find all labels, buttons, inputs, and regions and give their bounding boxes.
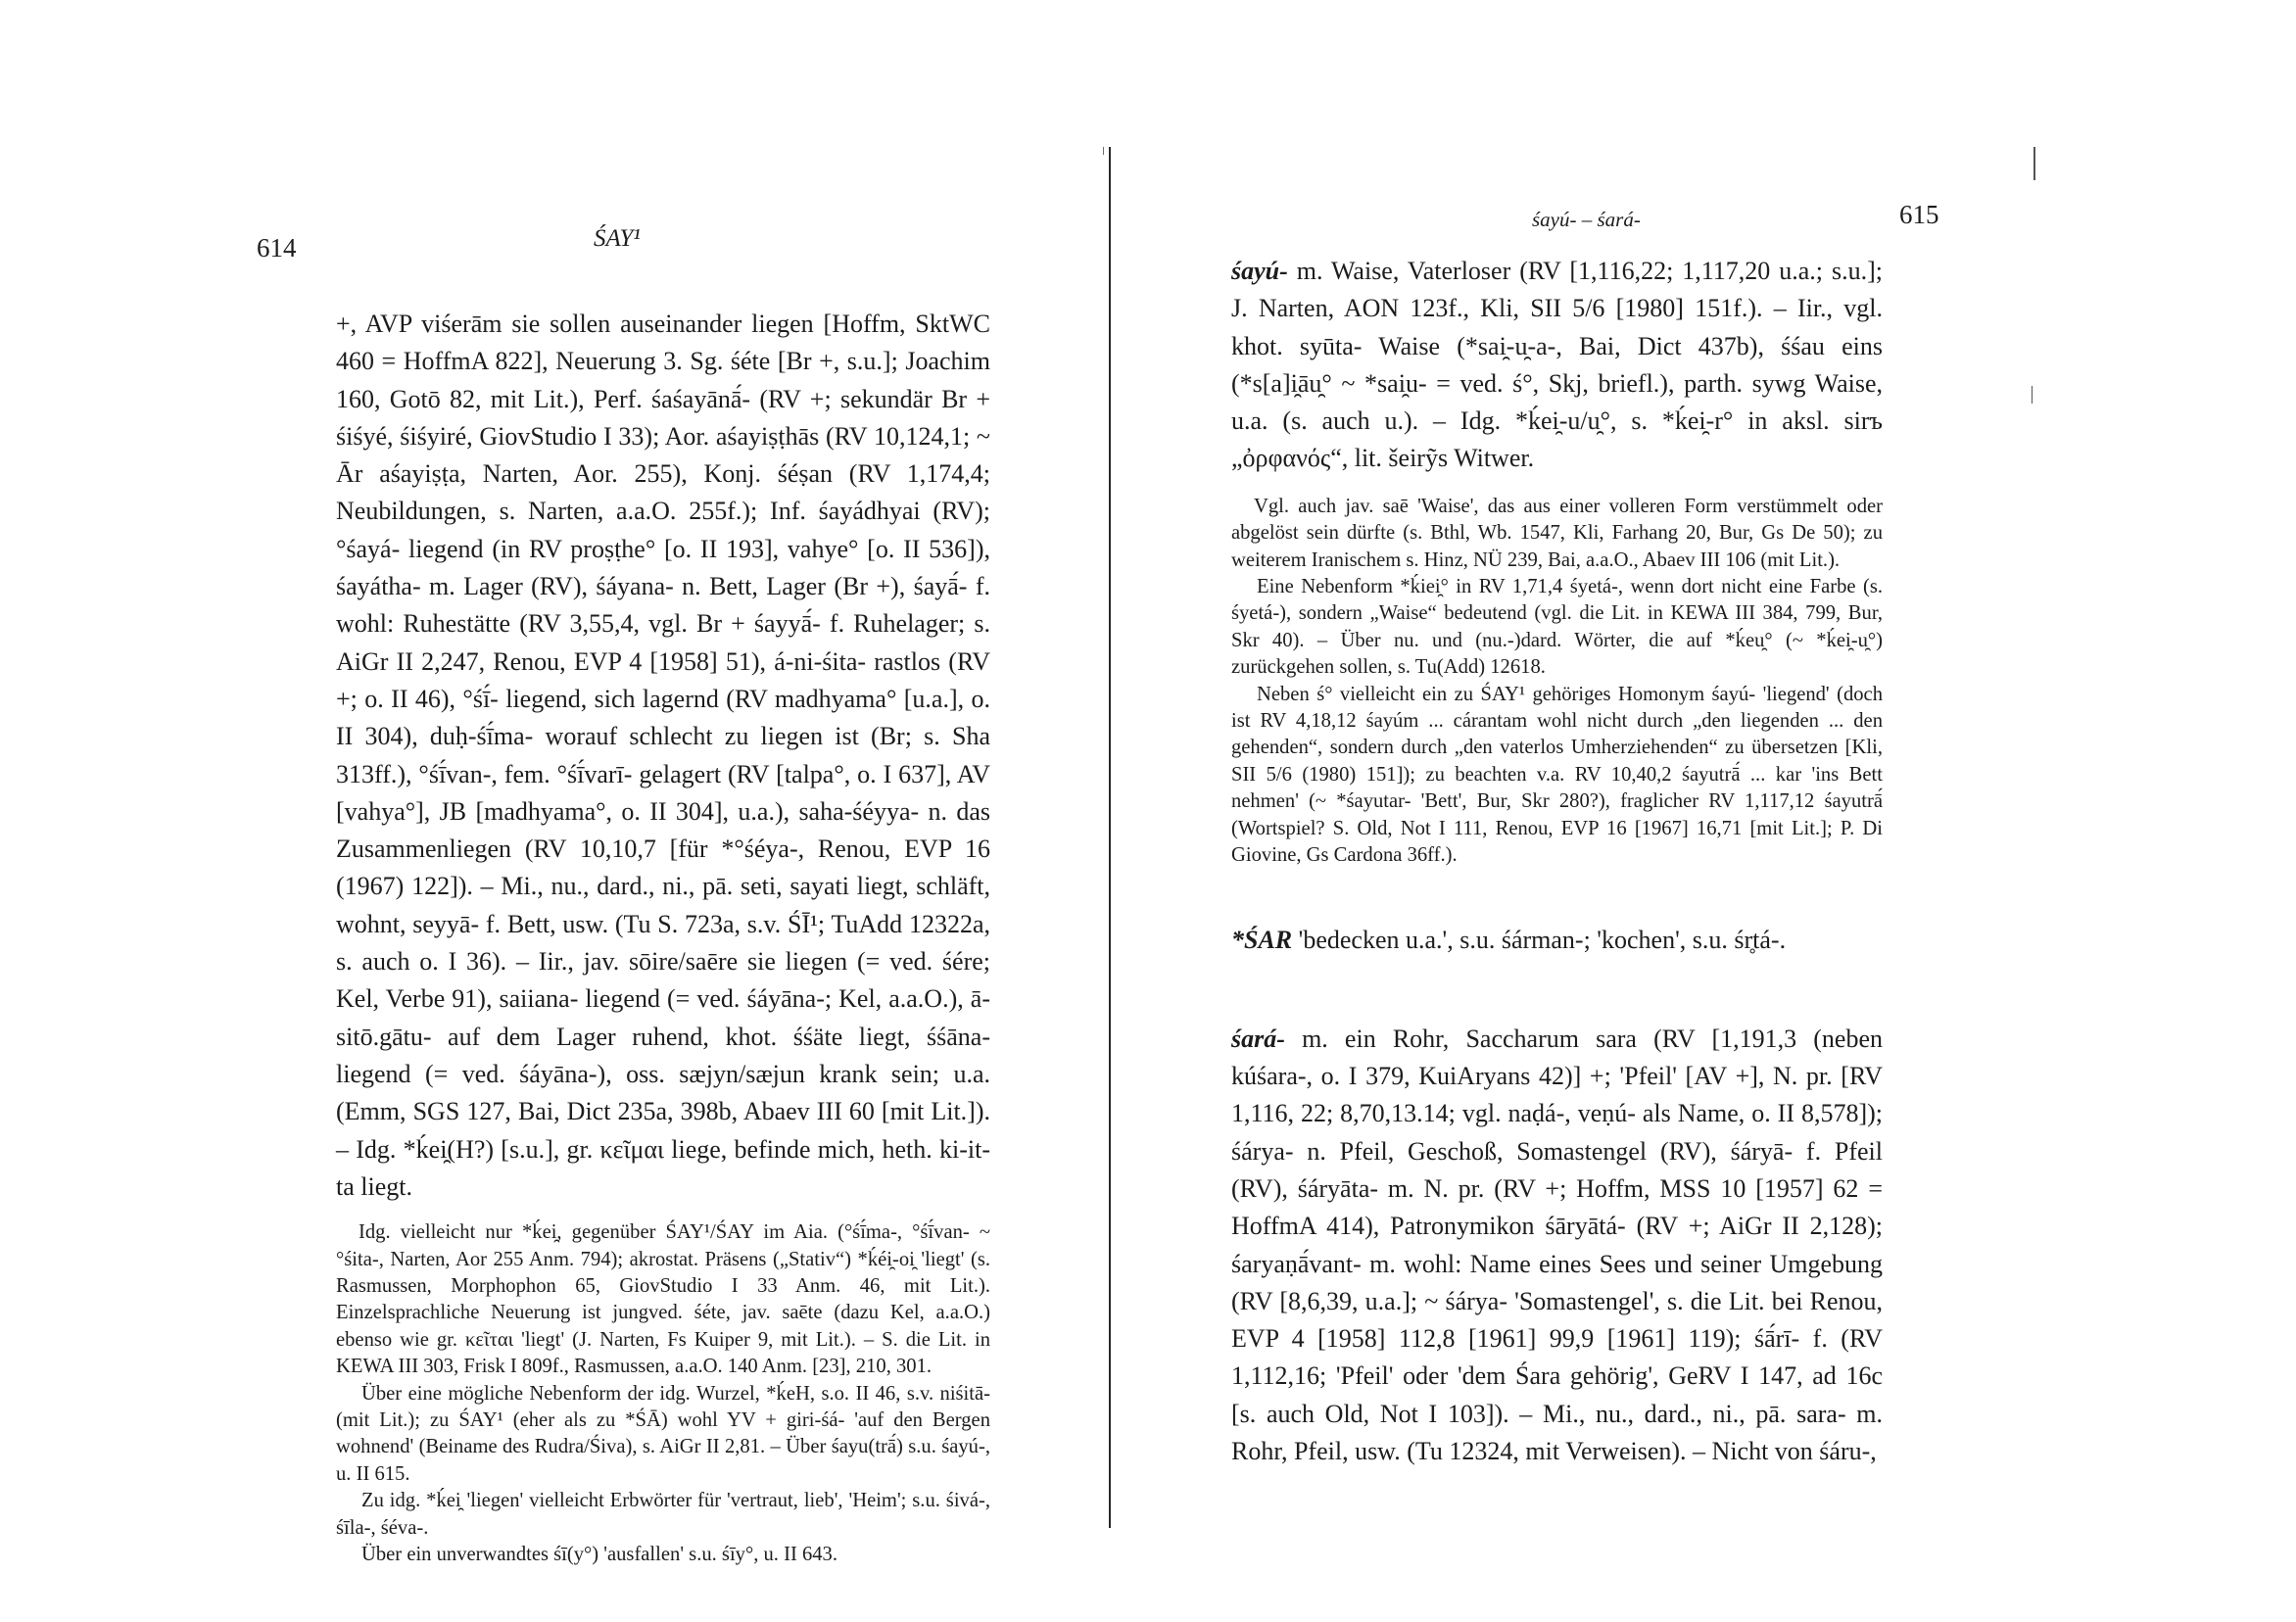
page-number-left: 614 <box>257 233 297 262</box>
right-text-column <box>1231 253 1883 1470</box>
entry-sar-text: 'bedecken u.a.', s.u. śárman-; 'kochen', s.u. śr̥tá-. <box>1298 926 1787 955</box>
running-head-right: śayú- – śará- <box>1532 208 1641 231</box>
left-text-column <box>336 306 990 1568</box>
note-paragraph: Über eine mögliche Nebenform der idg. Wurzel, *ḱeH, s.o. II 46, s.v. niśitā- (mit Lit.); zu ŚAY¹ (eher als zu *ŚĀ) wohl YV + giri-śá- 'auf den Bergen wohnend' (Beiname des Rudra/Śiva), s. AiGr II 2,81. – Über śayu(trā́) s.u. śayú-, u. II 615. <box>336 1382 990 1485</box>
entry-sar <box>1231 922 1883 959</box>
gutter-mark <box>1103 147 1104 155</box>
notes-right <box>1231 494 1883 870</box>
edge-mark <box>2033 147 2035 180</box>
entry-sara <box>1231 1021 1883 1471</box>
note-paragraph: Vgl. auch jav. saē 'Waise', das aus einer volleren Form verstümmelt oder abgelöst sein dürfte (s. Bthl, Wb. 1547, Kli, Farhang 20, Bur, Gs De 50); zu weiterem Iranischem s. Hinz, NÜ 239, Bai, a.a.O., Abaev III 106 (mit Lit.). <box>1231 495 1883 571</box>
lemma-sar: *ŚAR <box>1231 926 1293 955</box>
right-page <box>1111 0 2296 1622</box>
note-paragraph: Über ein unverwandtes śī(y°) 'ausfallen' s.u. śīy°, u. II 643. <box>361 1544 837 1565</box>
note-paragraph: Neben ś° vielleicht ein zu ŚAY¹ gehöriges Homonym śayú- 'liegend' (doch ist RV 4,18,12 śayúm ... cárantam wohl nicht durch „den liegenden ... den gehenden“, sondern durch „den vaterlos Umherziehenden“ zu übersetzen [Kli, SII 5/6 (1980) 151]); zu beachten v.a. RV 10,40,2 śayutrā́ ... kar 'ins Bett nehmen' (~ *śayutar- 'Bett', Bur, Skr 280?), fraglicher RV 1,117,12 śayutrā́ (Wortspiel? S. Old, Not I 111, Renou, EVP 16 [1967] 16,71 [mit Lit.]; P. Di Giovine, Gs Cardona 36ff.). <box>1231 683 1883 867</box>
running-head-left: ŚAY¹ <box>594 225 641 252</box>
entry-sayu <box>1231 253 1883 478</box>
page-number-right: 615 <box>1899 200 1939 229</box>
lemma-sayu: śayú- <box>1231 257 1288 285</box>
note-paragraph: Idg. vielleicht nur *ḱei̯, gegenüber ŚAY¹/ŚAY im Aia. (°śī́ma-, °śī́van- ~ °śita-, Narten, Aor 255 Anm. 794); akrostat. Präsens („Stativ“) *ḱéi̯-oi̯ 'liegt' (s. Rasmussen, Morphophon 65, GiovStudio I 33 Anm. 46, mit Lit.). Einzelsprachliche Neuerung ist jungved. śéte, jav. saēte (dazu Kel, a.a.O.) ebenso wie gr. κεῖται 'liegt' (J. Narten, Fs Kuiper 9, mit Lit.). – S. die Lit. in KEWA III 303, Frisk I 809f., Rasmussen, a.a.O. 140 Anm. [23], 210, 301. <box>336 1221 990 1378</box>
main-paragraph-left: +, AVP viśerām sie sollen auseinander liegen [Hoffm, SktWC 460 = HoffmA 822], Neuerung 3. Sg. śéte [Br +, s.u.]; Joachim 160, Gotō 82, mit Lit.), Perf. śaśayānā́- (RV +; sekundär Br + śiśyé, śiśyiré, GiovStudio I 33); Aor. aśayiṣṭhās (RV 10,124,1; ~ Ār aśayiṣṭa, Narten, Aor. 255), Konj. śéṣan (RV 1,174,4; Neubildungen, s. Narten, a.a.O. 255f.); Inf. śayádhyai (RV); °śayá- liegend (in RV proṣṭhe° [o. II 193], vahye° [o. II 536]), śayátha- m. Lager (RV), śáyana- n. Bett, Lager (Br +), śayā́- f. wohl: Ruhestätte (RV 3,55,4, vgl. Br + śayyā́- f. Ruhelager; s. AiGr II 2,247, Renou, EVP 4 [1958] 51), á-ni-śita- rastlos (RV +; o. II 46), °śī́- liegend, sich lagernd (RV madhyama° [u.a.], o. II 304), duḥ-śī́ma- worauf schlecht zu liegen ist (Br; s. Sha 313ff.), °śī́van-, fem. °śī́varī- gelagert (RV [talpa°, o. I 637], AV [vahya°], JB [madhyama°, o. II 304], u.a.), saha-śéyya- n. das Zusammenliegen (RV 10,10,7 [für *°śéya-, Renou, EVP 16 (1967) 122]). – Mi., nu., dard., ni., pā. seti, sayati liegt, schläft, wohnt, seyyā- f. Bett, usw. (Tu S. 723a, s.v. ŚĪ¹; TuAdd 12322a, s. auch o. I 36). – Iir., jav. sōire/saēre sie liegen (= ved. śére; Kel, Verbe 91), saiiana- liegend (= ved. śáyāna-; Kel, a.a.O.), ā-sitō.gātu- auf dem Lager ruhend, khot. śśäte liegt, śśāna- liegend (= ved. śáyāna-), oss. sæjyn/sæjun krank sein; u.a. (Emm, SGS 127, Bai, Dict 235a, 398b, Abaev III 60 [mit Lit.]). – Idg. *ḱei̯(H?) [s.u.], gr. κεῖμαι liege, befinde mich, heth. ki-it-ta liegt. <box>336 310 990 1201</box>
entry-sara-text: m. ein Rohr, Saccharum sara (RV [1,191,3 (neben kúśara-, o. I 379, KuiAryans 42)] +; 'Pfeil' [AV +], N. pr. [RV 1,116, 22; 8,70,13.14; vgl. naḍá-, veṇú- als Name, o. II 8,578]); śárya- n. Pfeil, Geschoß, Somastengel (RV), śáryā- f. Pfeil (RV), śáryāta- m. N. pr. (RV +; Hoffm, MSS 10 [1957] 62 = HoffmA 414), Patronymikon śāryātá- (RV +; AiGr II 2,128); śaryaṇā́vant- m. wohl: Name eines Sees und seiner Umgebung (RV [8,6,39, u.a.]; ~ śárya- 'Somastengel', s. die Lit. bei Renou, EVP 4 [1958] 112,8 [1961] 99,9 [1961] 119); śā́rī- f. (RV 1,112,16; 'Pfeil' oder 'dem Śara gehörig', GeRV I 147, ad 16c [s. auch Old, Not I 103]). – Mi., nu., dard., ni., pā. sara- m. Rohr, Pfeil, usw. (Tu 12324, mit Verweisen). – Nicht von śáru-, <box>1231 1024 1883 1466</box>
lemma-sara: śará- <box>1231 1024 1285 1053</box>
left-page <box>0 0 1107 1622</box>
note-paragraph: Zu idg. *ḱei̯ 'liegen' vielleicht Erbwörter für 'vertraut, lieb', 'Heim'; s.u. śivá-, śīla-, śéva-. <box>336 1490 990 1539</box>
note-paragraph: Eine Nebenform *ḱiei̯° in RV 1,71,4 śyetá-, wenn dort nicht eine Farbe (s. śyetá-), sondern „Waise“ bedeutend (vgl. die Lit. in KEWA III 384, 799, Bur, Skr 40). – Über nu. und (nu.-)dard. Wörter, die auf *ḱeu̯° (~ *ḱei̯-u̯°) zurückgehen sollen, s. Tu(Add) 12618. <box>1231 576 1883 679</box>
entry-sayu-text: m. Waise, Vaterloser (RV [1,116,22; 1,117,20 u.a.; s.u.]; J. Narten, AON 123f., Kli, SII 5/6 [1980] 151f.). – Iir., vgl. khot. syūta- Waise (*sai̯-u̯-a-, Bai, Dict 437b), śśau eins (*s[a]i̯āu̯° ~ *sai̯u- = ved. ś°, Skj, briefl.), parth. sywg Waise, u.a. (s. auch u.). – Idg. *ḱei̯-u/u̯°, s. *ḱei̯-r° in aksl. sirъ „ὀρφανός“, lit. šeirỹs Witwer. <box>1231 257 1883 473</box>
edge-mark <box>2032 386 2033 404</box>
notes-left <box>336 1219 990 1568</box>
